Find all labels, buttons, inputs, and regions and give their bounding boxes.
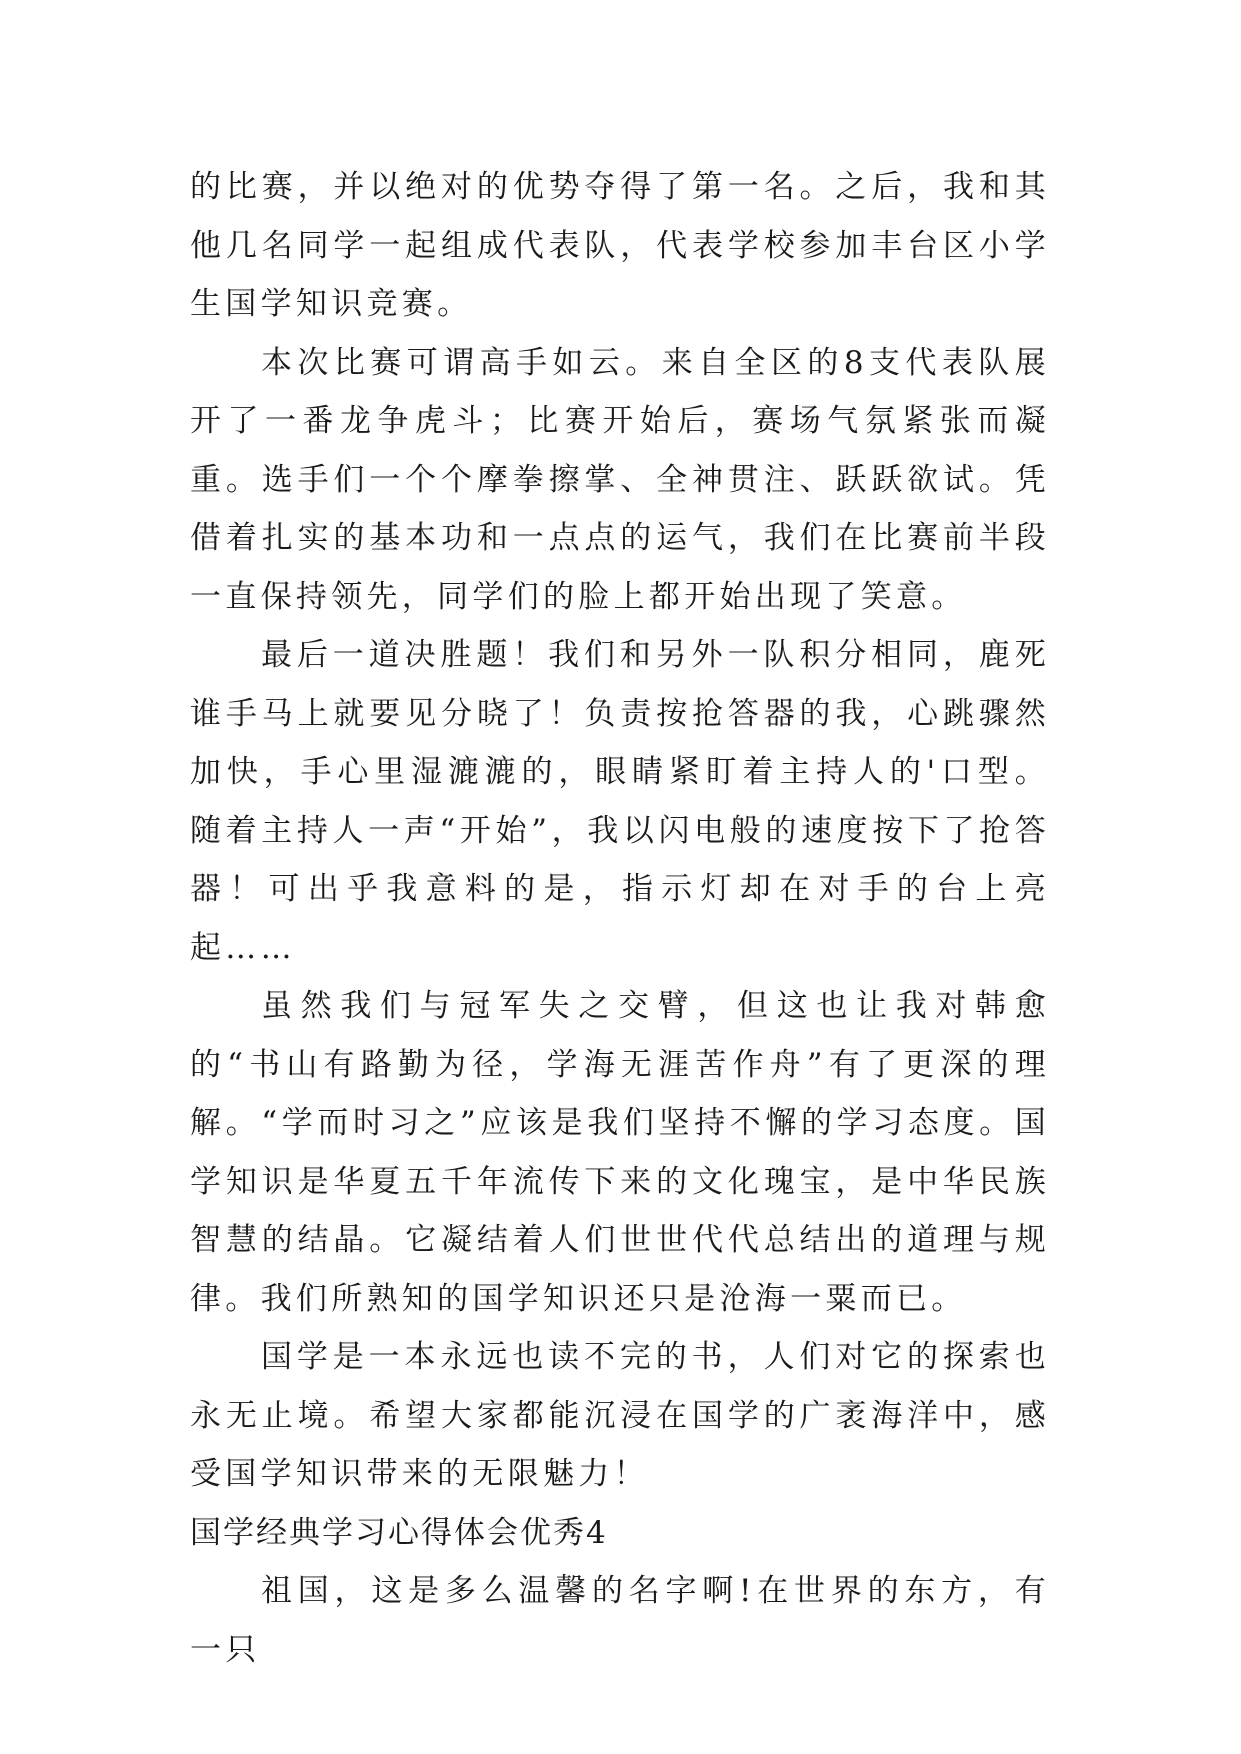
paragraph-6: 祖国，这是多么温馨的名字啊!在世界的东方，有一只	[190, 1573, 1050, 1668]
section-heading: 国学经典学习心得体会优秀4	[190, 1514, 608, 1551]
paragraph-4: 虽然我们与冠军失之交臂，但这也让我对韩愈的“书山有路勤为径，学海无涯苦作舟”有了更深的理解。“学而时习之”应该是我们坚持不懈的学习态度。国学知识是华夏五千年流传下来的文化瑰宝，是中华民族智慧的结晶。它凝结着人们世世代代总结出的道理与规律。我们所熟知的国学知识还只是沧海一粟而已。	[190, 988, 1050, 1317]
paragraph-1: 的比赛，并以绝对的优势夺得了第一名。之后，我和其他几名同学一起组成代表队，代表学校参加丰台区小学生国学知识竞赛。	[190, 169, 1050, 322]
paragraph-3: 最后一道决胜题！我们和另外一队积分相同，鹿死谁手马上就要见分晓了！负责按抢答器的我，心跳骤然加快，手心里湿漉漉的，眼睛紧盯着主持人的'口型。随着主持人一声“开始”，我以闪电般的速度按下了抢答器！可出乎我意料的是，指示灯却在对手的台上亮起……	[190, 637, 1050, 966]
paragraph-5: 国学是一本永远也读不完的书，人们对它的探索也永无止境。希望大家都能沉浸在国学的广袤海洋中，感受国学知识带来的无限魅力！	[190, 1339, 1050, 1492]
paragraph-2: 本次比赛可谓高手如云。来自全区的8支代表队展开了一番龙争虎斗；比赛开始后，赛场气氛紧张而凝重。选手们一个个摩拳擦掌、全神贯注、跃跃欲试。凭借着扎实的基本功和一点点的运气，我们在比赛前半段一直保持领先，同学们的脸上都开始出现了笑意。	[190, 344, 1050, 615]
document-page	[190, 158, 1050, 1679]
